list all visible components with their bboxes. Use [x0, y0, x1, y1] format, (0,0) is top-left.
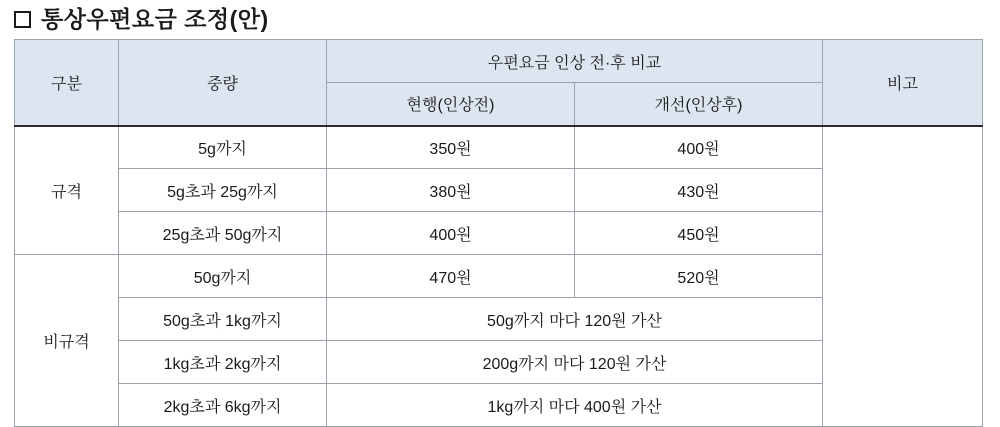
price-after-cell: 450원 — [575, 212, 823, 255]
weight-cell: 50g초과 1kg까지 — [119, 298, 327, 341]
weight-cell: 1kg초과 2kg까지 — [119, 341, 327, 384]
weight-cell: 25g초과 50g까지 — [119, 212, 327, 255]
header-weight: 중량 — [119, 40, 327, 126]
price-after-cell: 400원 — [575, 126, 823, 169]
price-before-cell: 380원 — [327, 169, 575, 212]
price-before-cell: 400원 — [327, 212, 575, 255]
remark-cell — [823, 126, 983, 427]
header-comparison: 우편요금 인상 전·후 비교 — [327, 40, 823, 83]
header-after: 개선(인상후) — [575, 83, 823, 126]
weight-cell: 2kg초과 6kg까지 — [119, 384, 327, 427]
weight-cell: 5g초과 25g까지 — [119, 169, 327, 212]
price-before-cell: 350원 — [327, 126, 575, 169]
page-title-text: 통상우편요금 조정(안) — [41, 6, 269, 32]
table-row — [15, 126, 983, 169]
table-body — [15, 126, 983, 427]
merged-price-cell: 1kg까지 마다 400원 가산 — [327, 384, 823, 427]
table-header — [15, 40, 983, 126]
postal-rate-table — [14, 39, 983, 427]
group-cell-nonstandard: 비규격 — [15, 255, 119, 427]
merged-price-cell: 50g까지 마다 120원 가산 — [327, 298, 823, 341]
header-remark: 비고 — [823, 40, 983, 126]
table-header-row-1 — [15, 40, 983, 83]
price-after-cell: 520원 — [575, 255, 823, 298]
merged-price-cell: 200g까지 마다 120원 가산 — [327, 341, 823, 384]
price-before-cell: 470원 — [327, 255, 575, 298]
weight-cell: 50g까지 — [119, 255, 327, 298]
header-before: 현행(인상전) — [327, 83, 575, 126]
price-after-cell: 430원 — [575, 169, 823, 212]
header-group: 구분 — [15, 40, 119, 126]
square-bullet-icon — [14, 11, 31, 28]
group-cell-standard: 규격 — [15, 126, 119, 255]
weight-cell: 5g까지 — [119, 126, 327, 169]
page-title — [12, 6, 988, 39]
